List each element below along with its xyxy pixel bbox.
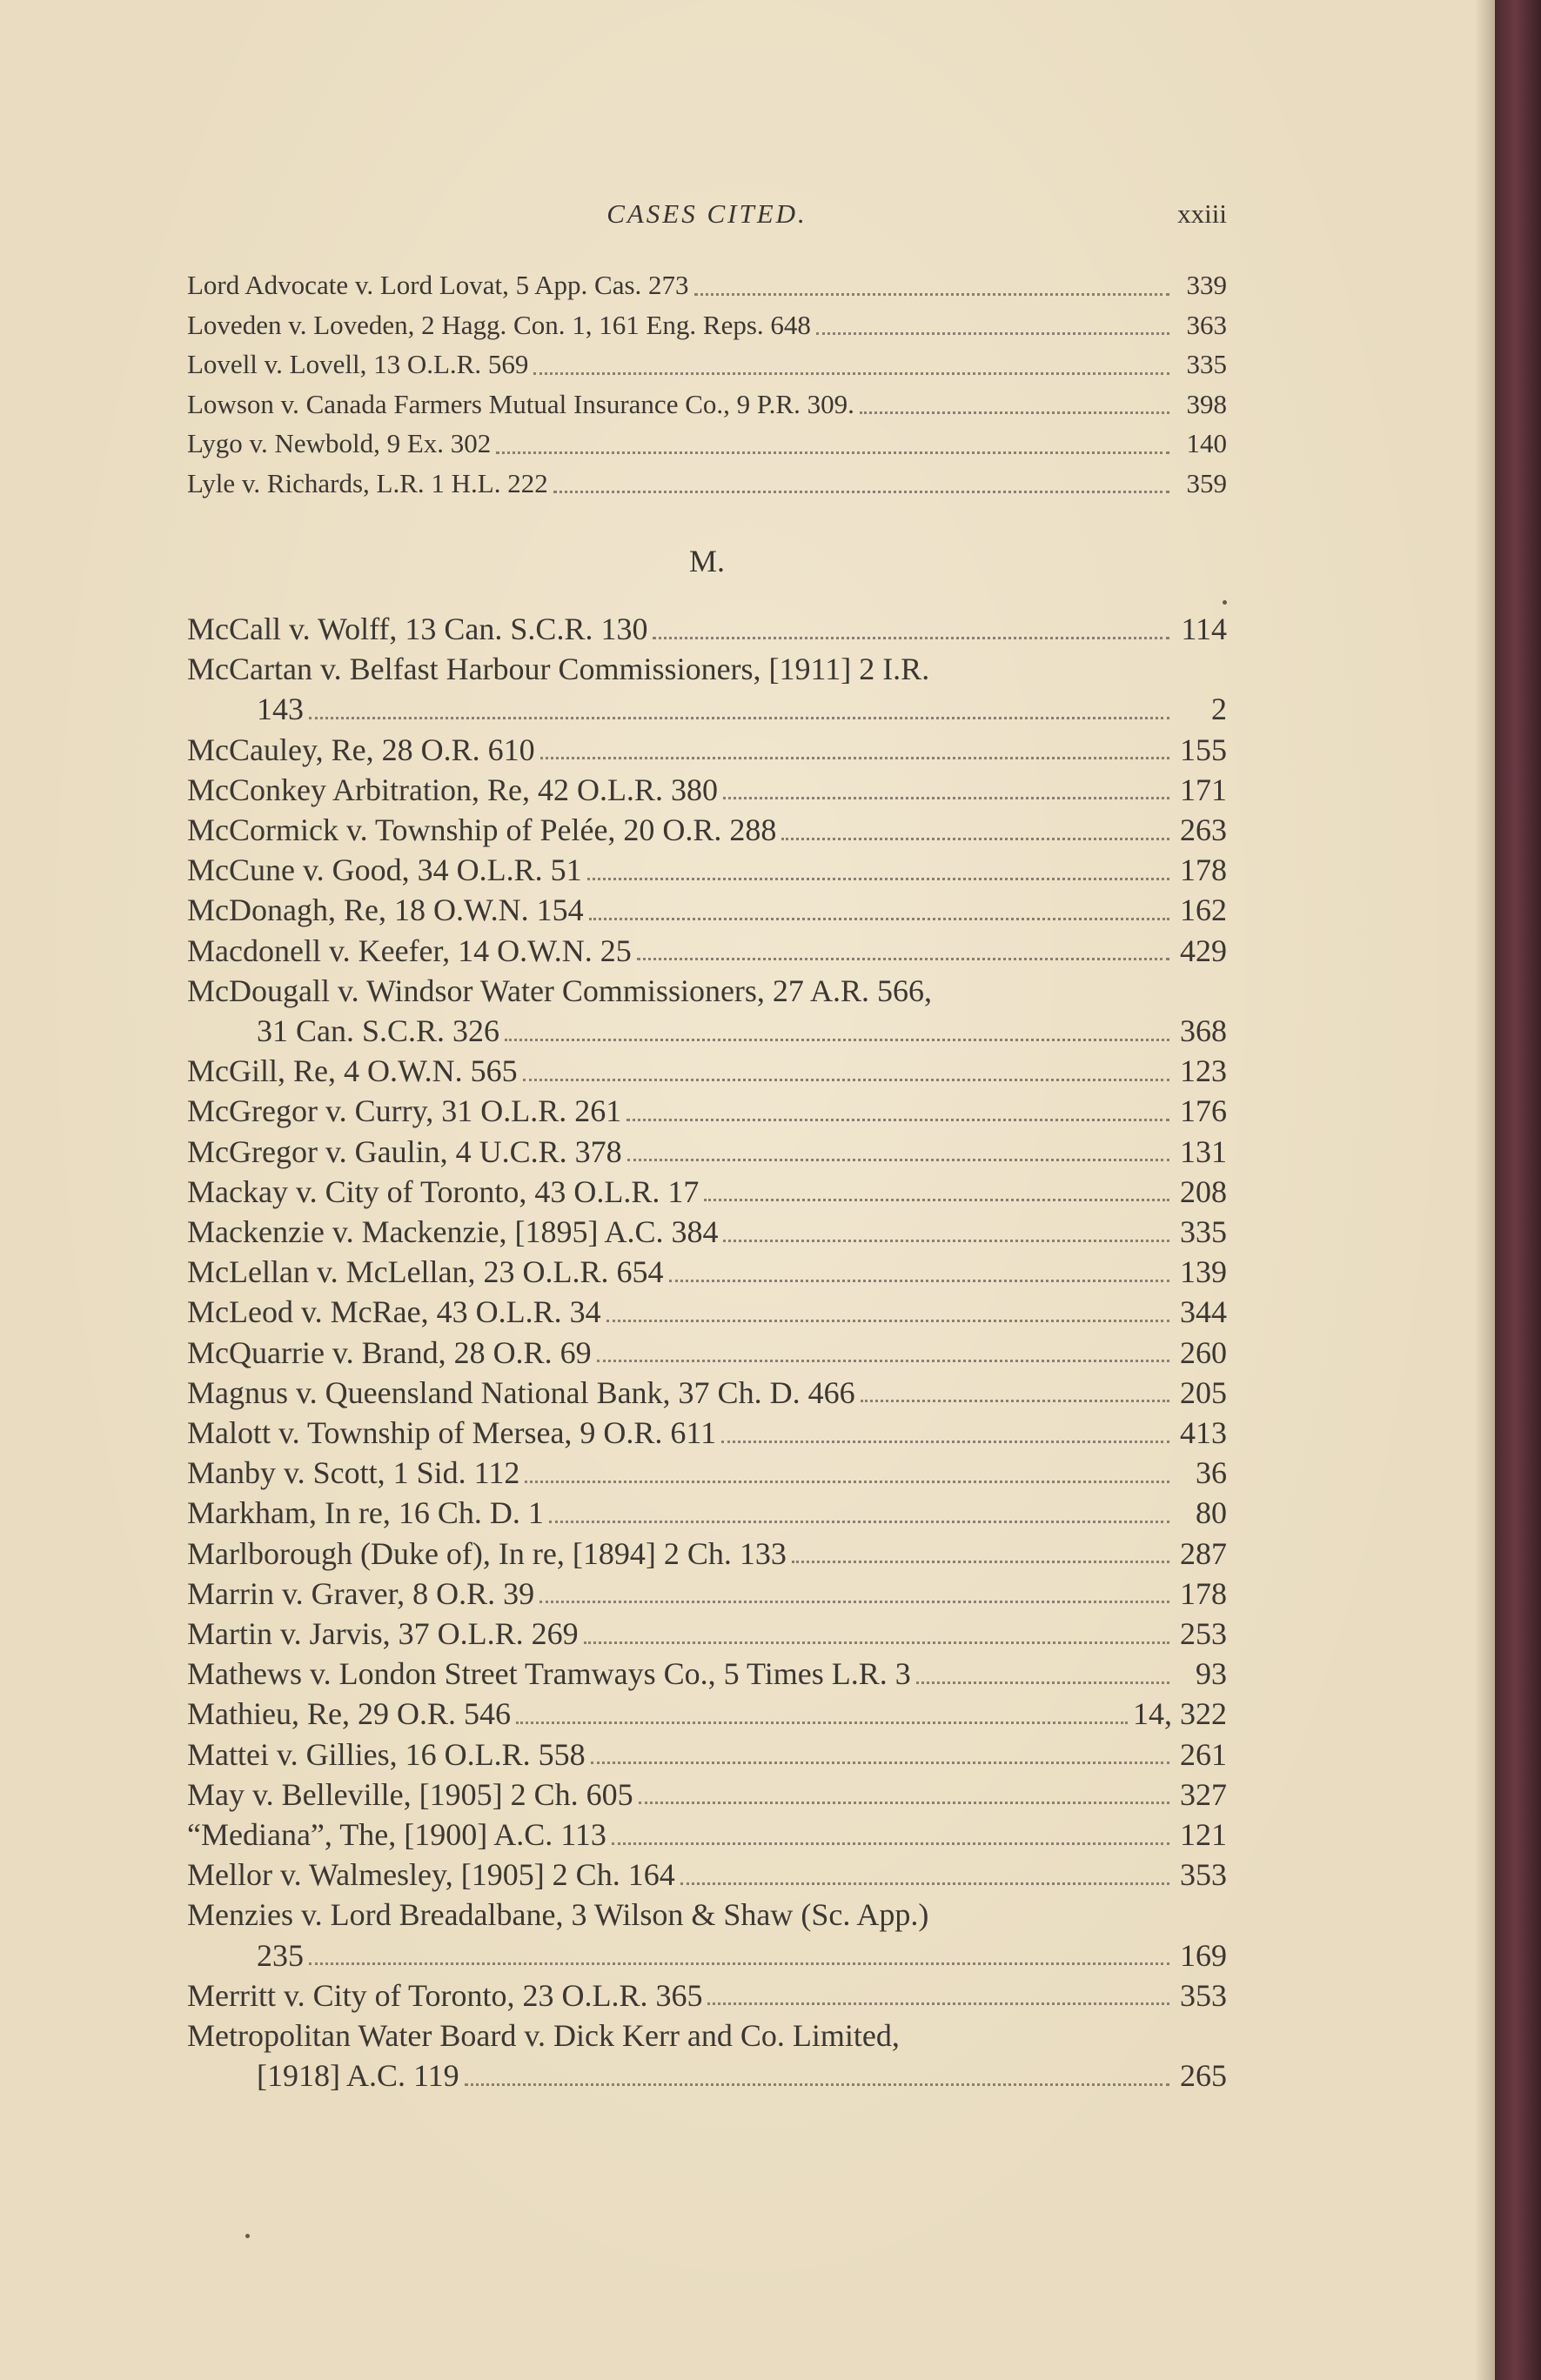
case-entry bbox=[187, 1252, 1227, 1292]
dot-leader bbox=[496, 451, 1169, 454]
dot-leader bbox=[916, 1681, 1169, 1684]
case-name: Mackay v. City of Toronto, 43 O.L.R. 17 bbox=[187, 1173, 700, 1209]
case-name: Merritt v. City of Toronto, 23 O.L.R. 365 bbox=[187, 1977, 703, 2013]
case-entry bbox=[187, 1735, 1227, 1775]
case-entry bbox=[187, 1051, 1227, 1091]
case-name: McDonagh, Re, 18 O.W.N. 154 bbox=[187, 892, 584, 928]
case-name: McCall v. Wolff, 13 Can. S.C.R. 130 bbox=[187, 612, 648, 646]
case-name: McCune v. Good, 34 O.L.R. 51 bbox=[187, 852, 582, 888]
page-reference: 131 bbox=[1180, 1133, 1227, 1169]
page-reference: 169 bbox=[1180, 1937, 1227, 1973]
case-entry bbox=[187, 1172, 1227, 1212]
case-name: Metropolitan Water Board v. Dick Kerr and Co. Limited, bbox=[187, 2018, 900, 2053]
dot-leader bbox=[626, 1119, 1169, 1121]
case-entry bbox=[187, 1895, 1227, 1935]
page-reference: 429 bbox=[1180, 933, 1227, 968]
case-name: Mackenzie v. Mackenzie, [1895] A.C. 384 bbox=[187, 1214, 719, 1249]
case-name: Martin v. Jarvis, 37 O.L.R. 269 bbox=[187, 1616, 579, 1651]
page-reference: 363 bbox=[1186, 309, 1227, 340]
case-name: Lovell v. Lovell, 13 O.L.R. 569 bbox=[187, 349, 529, 379]
case-name: McLeod v. McRae, 43 O.L.R. 34 bbox=[187, 1294, 601, 1330]
case-name: 31 Can. S.C.R. 326 bbox=[257, 1013, 500, 1048]
dot-leader bbox=[860, 411, 1169, 414]
dot-leader bbox=[781, 838, 1169, 840]
dot-leader bbox=[505, 1039, 1169, 1041]
page-reference: 205 bbox=[1180, 1374, 1227, 1410]
case-name: McCormick v. Township of Pelée, 20 O.R. 288 bbox=[187, 812, 777, 847]
page-reference: 253 bbox=[1180, 1616, 1227, 1651]
case-name: McCauley, Re, 28 O.R. 610 bbox=[187, 732, 535, 767]
case-entry bbox=[187, 2056, 1227, 2096]
book-binding bbox=[1495, 0, 1541, 2380]
case-name: Marrin v. Graver, 8 O.R. 39 bbox=[187, 1575, 535, 1611]
case-entry bbox=[187, 770, 1227, 810]
case-entry bbox=[187, 1373, 1227, 1413]
page-reference: 171 bbox=[1180, 772, 1227, 807]
case-entry bbox=[187, 1091, 1227, 1131]
page-reference: 2 bbox=[1211, 692, 1227, 727]
dot-leader bbox=[721, 1441, 1169, 1443]
case-entry bbox=[187, 971, 1227, 1011]
page-reference: 178 bbox=[1180, 1575, 1227, 1611]
case-entry bbox=[187, 2016, 1227, 2056]
case-name: Loveden v. Loveden, 2 Hagg. Con. 1, 161 Eng. Reps. 648 bbox=[187, 309, 811, 340]
case-entry bbox=[187, 1694, 1227, 1734]
case-entry bbox=[187, 1453, 1227, 1493]
case-entry bbox=[187, 305, 1227, 345]
case-name: 143 bbox=[257, 692, 304, 727]
case-name: Markham, In re, 16 Ch. D. 1 bbox=[187, 1495, 544, 1531]
case-name: McConkey Arbitration, Re, 42 O.L.R. 380 bbox=[187, 772, 718, 807]
page-reference: 121 bbox=[1180, 1817, 1227, 1852]
page-reference: 353 bbox=[1180, 1857, 1227, 1893]
case-entry bbox=[187, 1413, 1227, 1453]
page-reference: 155 bbox=[1180, 732, 1227, 767]
page-reference: 260 bbox=[1180, 1334, 1227, 1370]
dot-leader bbox=[723, 1240, 1169, 1242]
case-name: Lyle v. Richards, L.R. 1 H.L. 222 bbox=[187, 467, 548, 498]
case-entry bbox=[187, 1574, 1227, 1614]
page-reference: 265 bbox=[1180, 2058, 1227, 2094]
page-header bbox=[187, 198, 1227, 233]
page-reference: 14, 322 bbox=[1133, 1696, 1227, 1732]
case-entry bbox=[187, 890, 1227, 930]
case-entry bbox=[187, 344, 1227, 384]
case-name: Lord Advocate v. Lord Lovat, 5 App. Cas. 273 bbox=[187, 270, 689, 300]
case-entry bbox=[187, 1815, 1227, 1855]
case-entry bbox=[187, 1775, 1227, 1815]
case-entry bbox=[187, 1132, 1227, 1172]
paper-spot bbox=[1223, 600, 1227, 605]
case-entry bbox=[187, 1654, 1227, 1694]
dot-leader bbox=[597, 1360, 1169, 1362]
page-reference: 344 bbox=[1180, 1294, 1227, 1330]
running-head: CASES CITED. bbox=[606, 198, 807, 229]
case-name: Magnus v. Queensland National Bank, 37 Ch. D. 466 bbox=[187, 1374, 855, 1410]
page-reference: 359 bbox=[1186, 467, 1227, 498]
dot-leader bbox=[591, 1762, 1169, 1764]
case-name: Menzies v. Lord Breadalbane, 3 Wilson & Shaw (Sc. App.) bbox=[187, 1897, 929, 1933]
case-name: McCartan v. Belfast Harbour Commissioners, [1911] 2 I.R. bbox=[187, 652, 930, 687]
case-entry bbox=[187, 649, 1227, 689]
dot-leader bbox=[707, 2002, 1169, 2005]
page-reference: 335 bbox=[1186, 349, 1227, 379]
page-reference: 93 bbox=[1196, 1656, 1227, 1692]
page-reference: 263 bbox=[1180, 812, 1227, 847]
case-entry bbox=[187, 1855, 1227, 1895]
page-reference: 123 bbox=[1180, 1053, 1227, 1089]
dot-leader bbox=[653, 637, 1169, 639]
page-reference: 353 bbox=[1180, 1977, 1227, 2013]
dot-leader bbox=[792, 1561, 1169, 1563]
case-name: Malott v. Township of Mersea, 9 O.R. 611 bbox=[187, 1415, 717, 1450]
case-name: 235 bbox=[257, 1937, 304, 1973]
page-edge-shadow bbox=[1475, 0, 1495, 2380]
case-name: May v. Belleville, [1905] 2 Ch. 605 bbox=[187, 1776, 633, 1812]
page-reference: 287 bbox=[1180, 1535, 1227, 1571]
page-reference: 413 bbox=[1180, 1415, 1227, 1450]
dot-leader bbox=[525, 1481, 1169, 1483]
case-entry bbox=[187, 1292, 1227, 1332]
page-reference: 335 bbox=[1180, 1214, 1227, 1249]
page-reference: 139 bbox=[1180, 1254, 1227, 1290]
dot-leader bbox=[816, 332, 1169, 335]
case-name: Lowson v. Canada Farmers Mutual Insurance Co., 9 P.R. 309. bbox=[187, 388, 854, 419]
case-entry bbox=[187, 1212, 1227, 1252]
dot-leader bbox=[680, 1882, 1169, 1885]
page-reference: 176 bbox=[1180, 1093, 1227, 1129]
dot-leader bbox=[540, 757, 1169, 759]
case-entry bbox=[187, 1493, 1227, 1533]
case-name: Mattei v. Gillies, 16 O.L.R. 558 bbox=[187, 1736, 586, 1772]
case-name: McQuarrie v. Brand, 28 O.R. 69 bbox=[187, 1334, 592, 1370]
dot-leader bbox=[589, 918, 1169, 920]
dot-leader bbox=[723, 797, 1169, 799]
case-entry bbox=[187, 464, 1227, 504]
case-entry bbox=[187, 265, 1227, 305]
case-entry bbox=[187, 850, 1227, 890]
case-entry bbox=[187, 1333, 1227, 1373]
dot-leader bbox=[669, 1280, 1169, 1282]
case-entry bbox=[187, 689, 1227, 729]
dot-leader bbox=[612, 1842, 1169, 1845]
case-entry bbox=[187, 730, 1227, 770]
page-reference: 368 bbox=[1180, 1013, 1227, 1048]
page-reference: 178 bbox=[1180, 852, 1227, 888]
page-number: xxiii bbox=[1177, 198, 1227, 229]
page-reference: 114 bbox=[1181, 612, 1227, 646]
case-entry bbox=[187, 424, 1227, 464]
dot-leader bbox=[587, 878, 1169, 880]
case-entry bbox=[187, 810, 1227, 850]
dot-leader bbox=[523, 1079, 1169, 1081]
case-name: McGregor v. Gaulin, 4 U.C.R. 378 bbox=[187, 1133, 622, 1169]
case-name: Mathieu, Re, 29 O.R. 546 bbox=[187, 1696, 511, 1732]
page-reference: 140 bbox=[1186, 428, 1227, 458]
page-reference: 398 bbox=[1186, 388, 1227, 419]
page-reference: 162 bbox=[1180, 892, 1227, 928]
dot-leader bbox=[637, 958, 1169, 960]
page-reference: 36 bbox=[1196, 1455, 1227, 1491]
dot-leader bbox=[533, 372, 1169, 375]
case-name: McGregor v. Curry, 31 O.L.R. 261 bbox=[187, 1093, 622, 1129]
page-reference: 327 bbox=[1180, 1776, 1227, 1812]
section-letter: M. bbox=[688, 544, 725, 578]
dot-leader bbox=[549, 1521, 1169, 1523]
case-entry bbox=[187, 1614, 1227, 1654]
case-name: “Mediana”, The, [1900] A.C. 113 bbox=[187, 1817, 606, 1852]
page-reference: 261 bbox=[1180, 1736, 1227, 1772]
case-entry bbox=[187, 931, 1227, 971]
case-entry bbox=[187, 1534, 1227, 1574]
case-name: [1918] A.C. 119 bbox=[257, 2058, 459, 2094]
case-name: McDougall v. Windsor Water Commissioners, 27 A.R. 566, bbox=[187, 973, 932, 1008]
dot-leader bbox=[309, 1962, 1169, 1965]
dot-leader bbox=[516, 1721, 1128, 1724]
paper-spot bbox=[245, 2234, 250, 2238]
case-entry bbox=[187, 609, 1227, 649]
case-name: McGill, Re, 4 O.W.N. 565 bbox=[187, 1053, 518, 1089]
dot-leader bbox=[639, 1802, 1169, 1804]
case-name: Mathews v. London Street Tramways Co., 5 Times L.R. 3 bbox=[187, 1656, 911, 1692]
dot-leader bbox=[465, 2083, 1169, 2086]
dot-leader bbox=[309, 717, 1169, 719]
dot-leader bbox=[704, 1199, 1169, 1201]
dot-leader bbox=[584, 1641, 1169, 1644]
case-entry bbox=[187, 1011, 1227, 1051]
case-name: Marlborough (Duke of), In re, [1894] 2 Ch. 133 bbox=[187, 1535, 787, 1571]
case-entry bbox=[187, 384, 1227, 425]
dot-leader bbox=[606, 1320, 1169, 1322]
page-reference: 80 bbox=[1196, 1495, 1227, 1531]
case-name: Macdonell v. Keefer, 14 O.W.N. 25 bbox=[187, 933, 632, 968]
case-entry bbox=[187, 1976, 1227, 2016]
case-name: Manby v. Scott, 1 Sid. 112 bbox=[187, 1455, 520, 1491]
case-name: McLellan v. McLellan, 23 O.L.R. 654 bbox=[187, 1254, 664, 1290]
dot-leader bbox=[539, 1601, 1169, 1603]
case-entry bbox=[187, 1935, 1227, 1976]
dot-leader bbox=[861, 1400, 1169, 1402]
dot-leader bbox=[553, 491, 1169, 493]
dot-leader bbox=[627, 1159, 1169, 1161]
case-name: Mellor v. Walmesley, [1905] 2 Ch. 164 bbox=[187, 1857, 675, 1893]
dot-leader bbox=[694, 293, 1169, 296]
page-reference: 208 bbox=[1180, 1173, 1227, 1209]
page-reference: 339 bbox=[1186, 270, 1227, 300]
case-name: Lygo v. Newbold, 9 Ex. 302 bbox=[187, 428, 492, 458]
